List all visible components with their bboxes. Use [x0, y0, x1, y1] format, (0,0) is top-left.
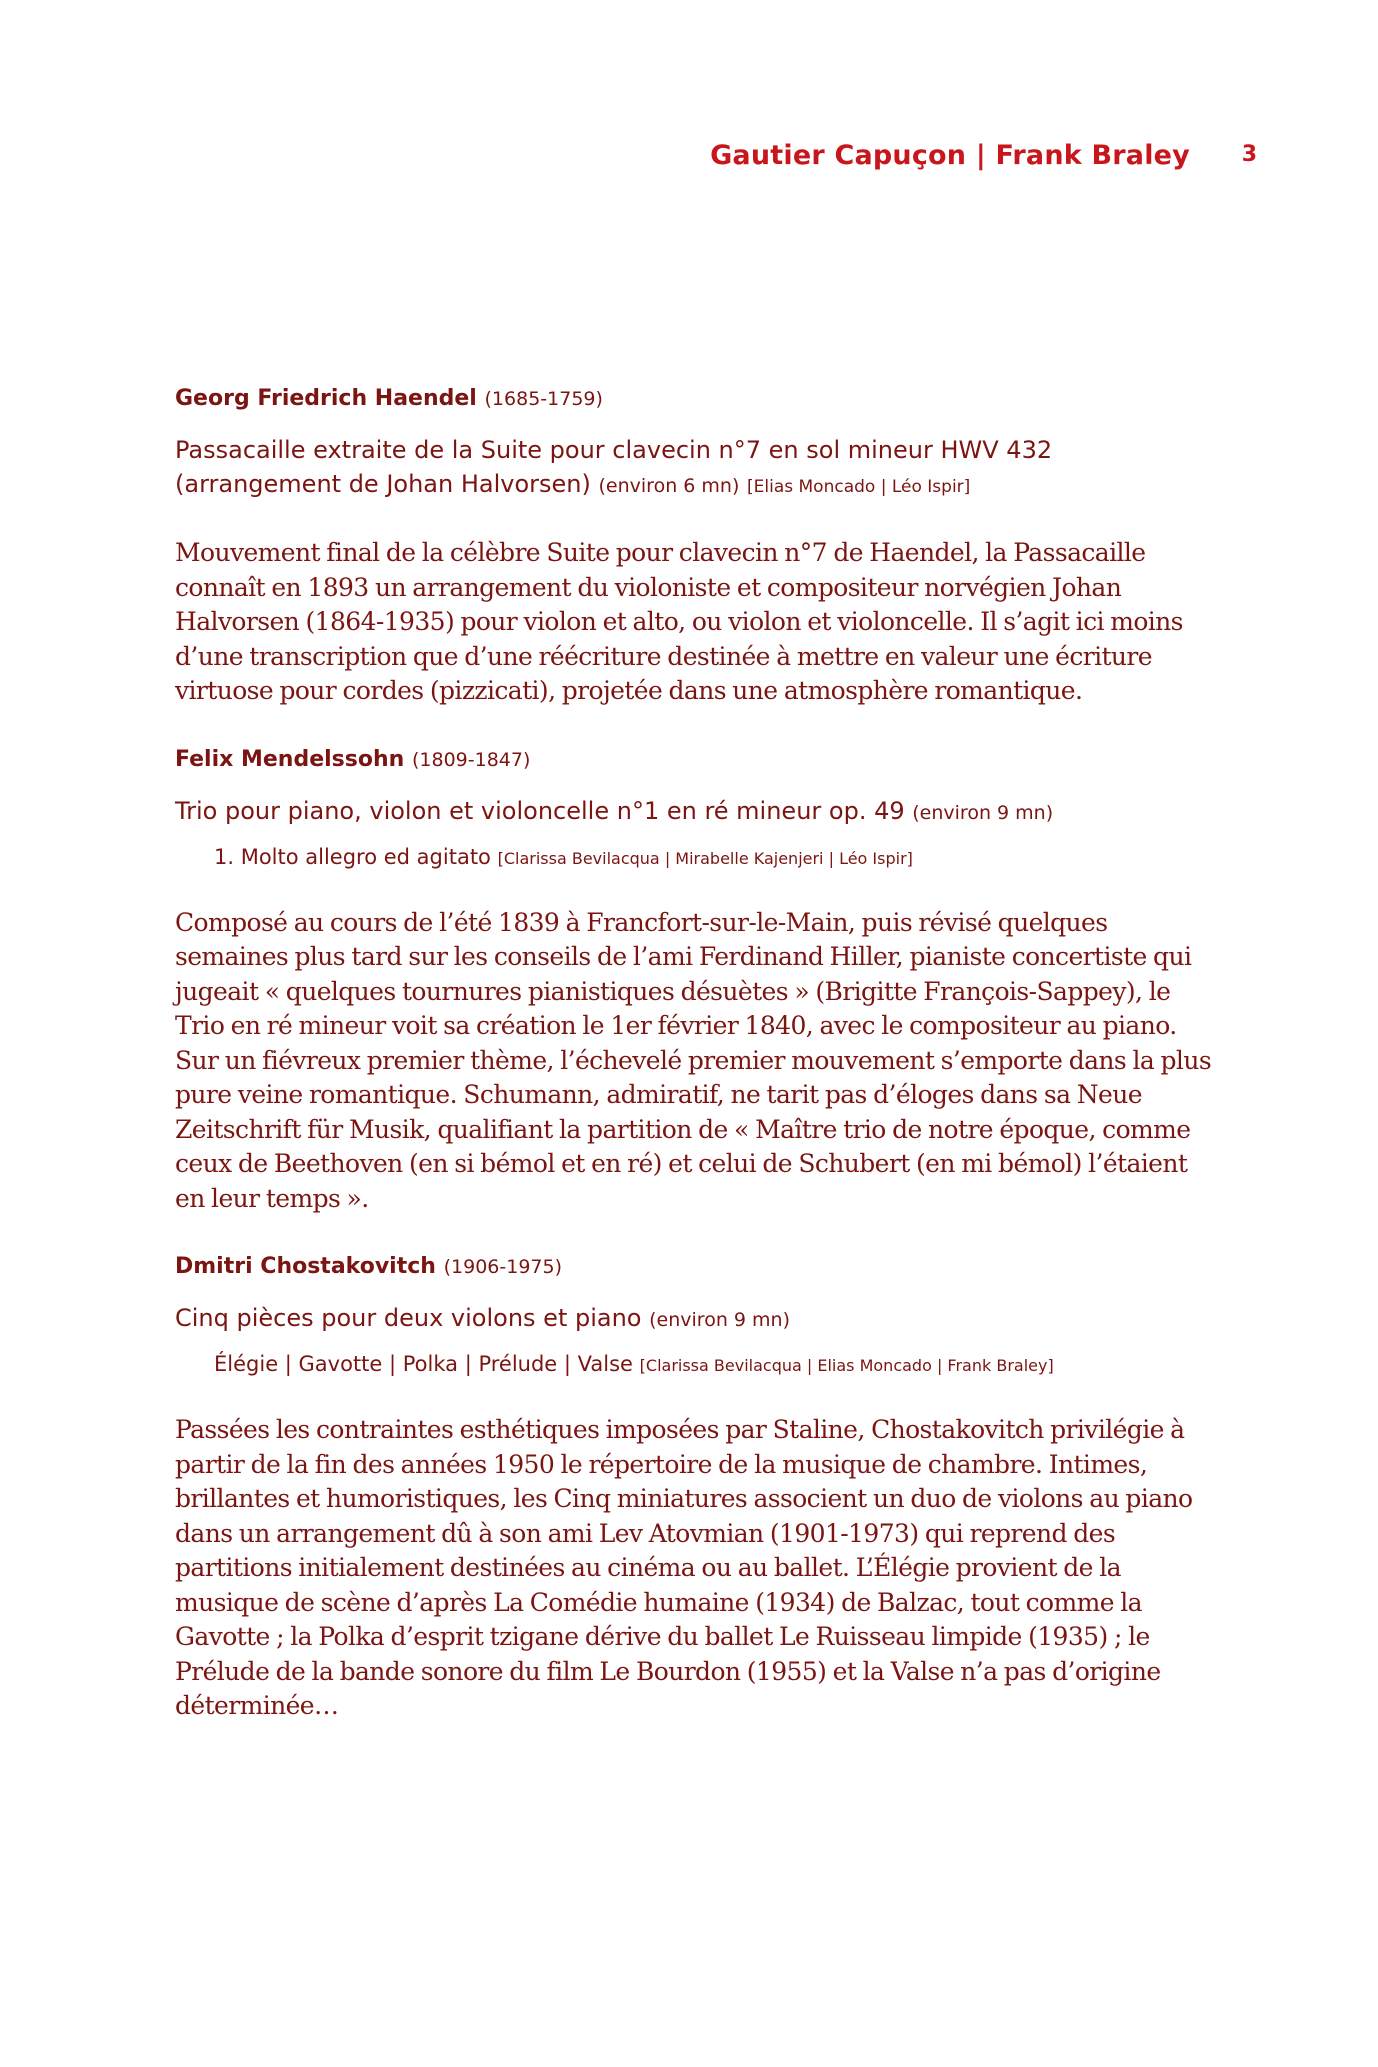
work-duration: (environ 6 mn): [598, 475, 740, 497]
work-title-line1: Passacaille extraite de la Suite pour clavecin n°7 en sol mineur HWV 432: [175, 436, 1053, 464]
composer-dates: (1809-1847): [411, 748, 531, 771]
composer-heading: [175, 1254, 1215, 1279]
work-duration: (environ 9 mn): [649, 1309, 790, 1331]
work-title-text: Trio pour piano, violon et violoncelle n°1 en ré mineur op. 49: [175, 796, 905, 825]
movement-title: Élégie | Gavotte | Polka | Prélude | Valse: [214, 1352, 633, 1376]
work-title-text: Cinq pièces pour deux violons et piano: [175, 1304, 642, 1332]
composer-name: Felix Mendelssohn: [175, 746, 405, 772]
performers: [Elias Moncado | Léo Ispir]: [747, 477, 971, 497]
work-title: [175, 1301, 1215, 1337]
work-title-line2: (arrangement de Johan Halvorsen): [175, 470, 591, 498]
running-header: [0, 140, 1378, 180]
essay-paragraph: Mouvement final de la célèbre Suite pour clavecin n°7 de Haendel, la Passacaille connaît en 1893 un arrangement du violoniste et compositeur norvégien Johan Halvorsen (1864-1935) pour violon et alto, ou violon et violoncelle. Il s’agit ici moins d’une transcription que d’une réécriture destinée à mettre en valeur une écriture virtuose pour cordes (pizzicati), projetée dans une atmosphère romantique.: [175, 538, 1183, 705]
performers: [Clarissa Bevilacqua | Elias Moncado | Frank Braley]: [639, 1356, 1054, 1375]
essay-paragraph: Passées les contraintes esthétiques imposées par Staline, Chostakovitch privilégie à partir de la fin des années 1950 le répertoire de la musique de chambre. Intimes, brillantes et humoristiques, les Cinq miniatures associent un duo de violons au piano dans un arrangement dû à son ami Lev Atovmian (1901-1973) qui reprend des partitions initialement destinées au cinéma ou au ballet. L’Élégie provient de la musique de scène d’après La Comédie humaine (1934) de Balzac, tout comme la Gavotte ; la Polka d’esprit tzigane dérive du ballet Le Ruisseau limpide (1935) ; le Prélude de la bande sonore du film Le Bourdon (1955) et la Valse n’a pas d’origine déterminée…: [175, 1415, 1193, 1720]
composer-name: Dmitri Chostakovitch: [175, 1254, 436, 1279]
work-duration: (environ 9 mn): [912, 801, 1054, 824]
section-chostakovitch: [175, 1254, 1215, 1724]
work-title: [175, 794, 1215, 830]
composer-heading: [175, 386, 1215, 411]
composer-dates: (1685-1759): [484, 388, 603, 410]
section-haendel: [175, 386, 1215, 709]
page-number: 3: [1241, 142, 1257, 167]
essay-paragraph: Composé au cours de l’été 1839 à Francfort-sur-le-Main, puis révisé quelques semaines plus tard sur les conseils de l’ami Ferdinand Hiller, pianiste concertiste qui jugeait « quelques tournures pianistiques désuètes » (Brigitte François-Sappey), le Trio en ré mineur voit sa création le 1er février 1840, avec le compositeur au piano. Sur un fiévreux premier thème, l’échevelé premier mouvement s’emporte dans la plus pure veine romantique. Schumann, admiratif, ne tarit pas d’éloges dans sa Neue Zeitschrift für Musik, qualifiant la partition de « Maître trio de notre époque, comme ceux de Beethoven (en si bémol et en ré) et celui de Schubert (en mi bémol) l’étaient en leur temps ».: [175, 907, 1212, 1213]
header-title: Gautier Capuçon | Frank Braley: [710, 140, 1190, 171]
movement-line: [214, 1349, 1215, 1381]
composer-dates: (1906-1975): [443, 1256, 562, 1278]
movement-title: 1. Molto allegro ed agitato: [214, 844, 491, 869]
movement-line: [214, 842, 1215, 874]
performers: [Clarissa Bevilacqua | Mirabelle Kajenjeri | Léo Ispir]: [497, 848, 913, 868]
section-mendelssohn: [175, 747, 1215, 1217]
program-notes: [175, 386, 1215, 1762]
composer-heading: [175, 747, 1215, 772]
composer-name: Georg Friedrich Haendel: [175, 386, 477, 411]
work-title: [175, 433, 1215, 504]
